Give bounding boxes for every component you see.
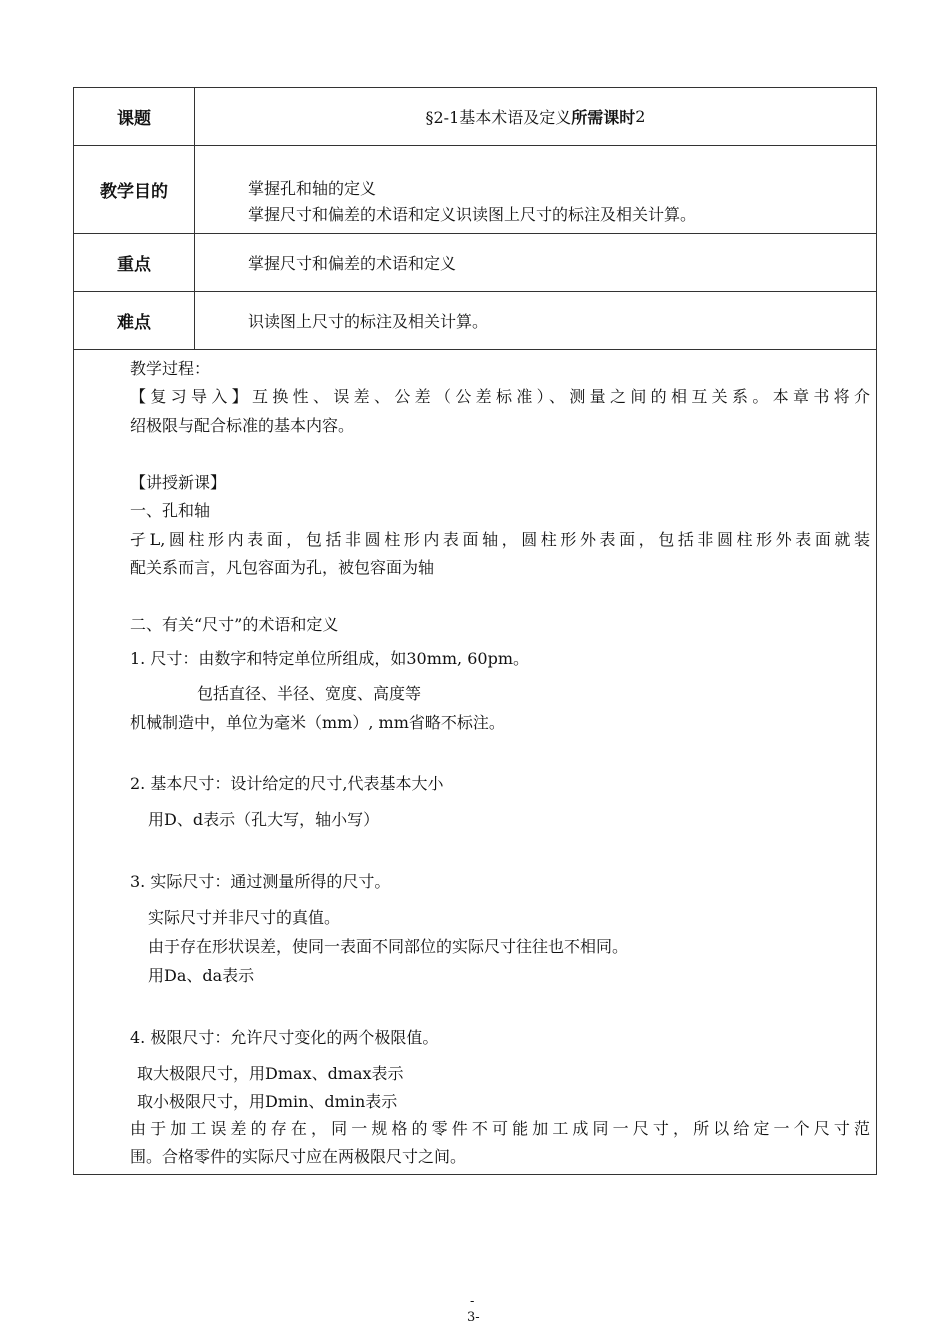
objective-line: 掌握孔和轴的定义 [248, 179, 377, 198]
section-1-text: 孑L,圆柱形内表面，包括非圆柱形内表面轴，圆柱形外表面，包括非圆柱形外表面就装 [130, 530, 870, 549]
item-3-sub: 由于存在形状误差，使同一表面不同部位的实际尺寸往往也不相同。 [148, 937, 629, 956]
difficulty-value: 识读图上尺寸的标注及相关计算。 [248, 312, 489, 331]
section-2-title: 二、有关“尺寸”的术语和定义 [130, 615, 339, 634]
review-line: 【复习导入】互换性、误差、公差（公差标准）、测量之间的相互关系。本章书将介 [130, 387, 870, 406]
item-3-sub: 用Da、da表示 [148, 966, 255, 985]
topic-value: §2-1基本术语及定义 [425, 108, 572, 127]
difficulty-label: 难点 [74, 292, 195, 349]
objective-line: 掌握尺寸和偏差的术语和定义识读图上尺寸的标注及相关计算。 [248, 205, 697, 224]
hours-label: 所需课时 [571, 108, 636, 127]
topic-cell [195, 88, 876, 145]
item-4-sub: 取小极限尺寸，用Dmin、dmin表示 [137, 1092, 398, 1111]
item-3: 3. 实际尺寸：通过测量所得的尺寸。 [130, 872, 391, 891]
review-line: 绍极限与配合标准的基本内容。 [130, 416, 355, 435]
topic-row [74, 88, 876, 146]
page-number: 3- [467, 1310, 480, 1325]
item-2: 2. 基本尺寸：设计给定的尺寸,代表基本大小 [130, 774, 444, 793]
hours-value: 2 [635, 107, 646, 126]
item-4-sub: 取大极限尺寸，用Dmax、dmax表示 [137, 1064, 404, 1083]
section-1-text: 配关系而言，凡包容面为孔，被包容面为轴 [130, 558, 435, 577]
objective-row [74, 146, 876, 234]
key-point-value: 掌握尺寸和偏差的术语和定义 [248, 254, 457, 273]
objective-cell [195, 146, 876, 233]
key-point-row [74, 234, 876, 292]
item-3-sub: 实际尺寸并非尺寸的真值。 [148, 908, 341, 927]
item-1-note: 机械制造中，单位为毫米（mm）, mm省略不标注。 [130, 713, 505, 732]
page-footer-dash: - [470, 1294, 475, 1309]
item-2-sub: 用D、d表示（孔大写，轴小写） [148, 810, 380, 829]
process-title: 教学过程： [130, 359, 211, 378]
new-lesson-heading: 【讲授新课】 [130, 473, 227, 492]
section-1-title: 一、孔和轴 [130, 501, 211, 520]
lesson-plan-table [73, 87, 877, 1175]
item-1: 1. 尺寸：由数字和特定单位所组成，如30mm, 60pm。 [130, 649, 530, 668]
item-4-text: 围。合格零件的实际尺寸应在两极限尺寸之间。 [130, 1147, 467, 1166]
item-1-sub: 包括直径、半径、宽度、高度等 [197, 684, 422, 703]
topic-label: 课题 [74, 88, 195, 145]
objective-label: 教学目的 [74, 146, 195, 233]
teaching-process-cell [74, 350, 876, 1174]
difficulty-row [74, 292, 876, 350]
item-4: 4. 极限尺寸：允许尺寸变化的两个极限值。 [130, 1028, 439, 1047]
item-4-text: 由于加工误差的存在，同一规格的零件不可能加工成同一尺寸，所以给定一个尺寸范 [130, 1119, 870, 1138]
key-point-label: 重点 [74, 234, 195, 291]
